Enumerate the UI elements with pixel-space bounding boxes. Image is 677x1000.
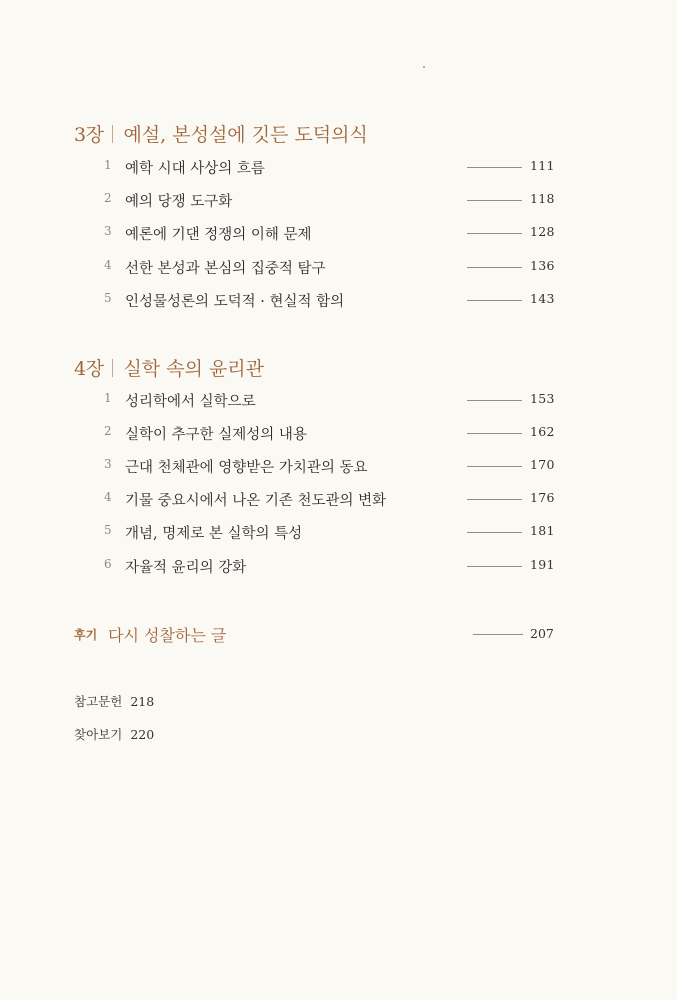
back-matter-entry[interactable] <box>74 725 154 743</box>
entry-index: 1 <box>104 391 112 405</box>
entry-index: 5 <box>104 523 112 537</box>
back-matter-label: 참고문헌 <box>74 694 123 709</box>
entry-index: 5 <box>104 291 112 305</box>
leader-rule <box>467 300 522 301</box>
toc-entry[interactable] <box>0 223 677 243</box>
toc-entry[interactable] <box>0 423 677 443</box>
leader-rule <box>467 566 522 567</box>
entry-index: 4 <box>104 258 112 272</box>
entry-page: 153 <box>530 391 555 406</box>
entry-page: 191 <box>530 557 555 572</box>
leader-rule <box>467 167 522 168</box>
leader-rule <box>467 233 522 234</box>
page-speck <box>423 66 425 68</box>
entry-title: 실학이 추구한 실제성의 내용 <box>125 427 307 443</box>
toc-entry[interactable] <box>0 290 677 310</box>
leader-rule <box>467 466 522 467</box>
chapter-number: 3장 <box>74 124 104 146</box>
chapter-heading[interactable] <box>74 354 264 381</box>
toc-entry[interactable] <box>0 190 677 210</box>
leader-rule <box>467 200 522 201</box>
back-matter-page: 218 <box>130 694 155 709</box>
entry-index: 2 <box>104 424 112 438</box>
back-matter-entry[interactable] <box>74 692 154 710</box>
leader-rule <box>467 267 522 268</box>
toc-entry[interactable] <box>0 556 677 576</box>
entry-title: 선한 본성과 본심의 집중적 탐구 <box>125 261 326 277</box>
entry-title: 인성물성론의 도덕적 · 현실적 함의 <box>125 294 345 310</box>
entry-title: 성리학에서 실학으로 <box>125 394 256 410</box>
entry-title: 개념, 명제로 본 실학의 특성 <box>125 526 303 542</box>
entry-page: 181 <box>530 523 555 538</box>
toc-entry[interactable] <box>0 456 677 476</box>
toc-entry[interactable] <box>0 390 677 410</box>
leader-rule <box>467 532 522 533</box>
entry-title: 예의 당쟁 도구화 <box>125 194 233 210</box>
afterword-title: 다시 성찰하는 글 <box>108 626 227 645</box>
entry-page: 128 <box>530 224 555 239</box>
entry-page: 118 <box>530 191 555 206</box>
entry-title: 기물 중요시에서 나온 기존 천도관의 변화 <box>125 493 387 509</box>
entry-page: 143 <box>530 291 555 306</box>
chapter-divider <box>112 359 113 377</box>
entry-index: 3 <box>104 457 112 471</box>
toc-entry[interactable] <box>0 522 677 542</box>
entry-index: 3 <box>104 224 112 238</box>
toc-entry[interactable] <box>0 157 677 177</box>
leader-rule <box>473 634 523 635</box>
chapter-heading[interactable] <box>74 120 368 147</box>
entry-title: 예학 시대 사상의 흐름 <box>125 161 265 177</box>
entry-index: 4 <box>104 490 112 504</box>
entry-page: 170 <box>530 457 555 472</box>
entry-index: 1 <box>104 158 112 172</box>
afterword-label: 후기 <box>74 628 98 642</box>
entry-page: 111 <box>530 158 555 173</box>
chapter-divider <box>112 125 113 143</box>
leader-rule <box>467 400 522 401</box>
toc-entry[interactable] <box>0 489 677 509</box>
entry-title: 예론에 기댄 정쟁의 이해 문제 <box>125 227 312 243</box>
entry-page: 176 <box>530 490 555 505</box>
leader-rule <box>467 433 522 434</box>
entry-index: 2 <box>104 191 112 205</box>
back-matter-page: 220 <box>130 727 155 742</box>
entry-title: 근대 천체관에 영향받은 가치관의 동요 <box>125 460 368 476</box>
entry-title: 자율적 윤리의 강화 <box>125 560 247 576</box>
leader-rule <box>467 499 522 500</box>
toc-entry[interactable] <box>0 257 677 277</box>
chapter-title: 예설, 본성설에 깃든 도덕의식 <box>123 124 368 146</box>
entry-index: 6 <box>104 557 112 571</box>
entry-page: 136 <box>530 258 555 273</box>
entry-page: 162 <box>530 424 555 439</box>
chapter-title: 실학 속의 윤리관 <box>123 358 265 380</box>
afterword-entry[interactable] <box>0 623 677 645</box>
afterword-page: 207 <box>530 626 554 641</box>
back-matter-label: 찾아보기 <box>74 727 123 742</box>
chapter-number: 4장 <box>74 358 104 380</box>
